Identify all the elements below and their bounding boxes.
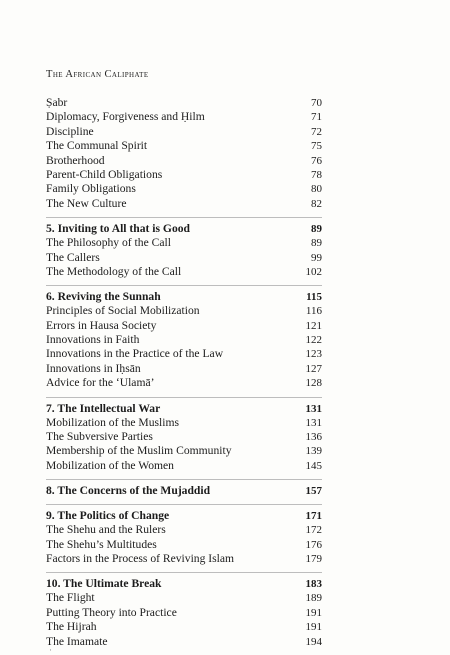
toc-chapter-page: 171 — [305, 510, 322, 523]
toc-entry — [46, 620, 322, 634]
section-divider — [46, 285, 322, 286]
section-divider — [46, 217, 322, 218]
toc-entry-title: The Flight — [46, 591, 95, 605]
toc-chapter — [46, 289, 322, 304]
toc-chapter-title: 8. The Concerns of the Mujaddid — [46, 484, 211, 498]
toc-entry-title: The Shehu’s Multitudes — [46, 537, 157, 551]
toc-entry-page: 75 — [311, 140, 322, 153]
toc-chapter-title: 7. The Intellectual War — [46, 401, 161, 415]
section-divider — [46, 397, 322, 398]
toc-entry-page: 78 — [311, 168, 322, 181]
toc-entry — [46, 251, 322, 265]
toc-entry-page: 191 — [305, 606, 322, 619]
toc-chapter — [46, 221, 322, 236]
toc-entry — [46, 96, 322, 110]
toc-entry — [46, 538, 322, 552]
toc-chapter-title: 5. Inviting to All that is Good — [46, 222, 190, 236]
toc-entry-page: 145 — [305, 459, 322, 472]
toc-chapter — [46, 576, 322, 591]
toc-entry — [46, 430, 322, 444]
toc-entry — [46, 552, 322, 566]
toc-entry — [46, 416, 322, 430]
toc-entry-title: The Hijrah — [46, 620, 97, 634]
toc-entry — [46, 319, 322, 333]
toc-entry — [46, 376, 322, 390]
toc-entry-title: Innovations in Faith — [46, 333, 140, 347]
toc-entry — [46, 459, 322, 473]
toc-entry — [46, 362, 322, 376]
toc-entry-page: 123 — [305, 348, 322, 361]
toc-entry-page: 72 — [311, 125, 322, 138]
toc-entry-title: The Communal Spirit — [46, 139, 148, 153]
toc-chapter-title: 6. Reviving the Sunnah — [46, 290, 161, 304]
toc-chapter — [46, 508, 322, 523]
toc-chapter — [46, 401, 322, 416]
toc-entry-title: Membership of the Muslim Community — [46, 444, 232, 458]
toc-chapter — [46, 483, 322, 498]
toc-entry-page: 122 — [305, 334, 322, 347]
toc-chapter-title: 10. The Ultimate Break — [46, 577, 162, 591]
toc-entry-page: 128 — [305, 377, 322, 390]
toc-chapter-page: 131 — [305, 402, 322, 415]
toc-entry-page: 116 — [305, 305, 322, 318]
toc-entry-title: Innovations in Iḥsān — [46, 361, 141, 375]
section-divider — [46, 479, 322, 480]
toc-entry-title: Mobilization of the Muslims — [46, 415, 179, 429]
toc-entry — [46, 168, 322, 182]
toc-entry-title: Discipline — [46, 124, 94, 138]
toc-entry-page: 194 — [305, 635, 322, 648]
toc-entry-title: The Shehu and the Rulers — [46, 523, 166, 537]
toc-entry-page: 191 — [305, 621, 322, 634]
toc-entry — [46, 523, 322, 537]
toc-entry-title: Family Obligations — [46, 182, 136, 196]
toc-entry — [46, 125, 322, 139]
toc-entry-title: The Philosophy of the Call — [46, 236, 171, 250]
toc-entry — [46, 265, 322, 279]
toc-entry-title: Ṣabr — [46, 96, 68, 109]
page-corner-mark: · — [49, 645, 52, 655]
toc-entry — [46, 197, 322, 211]
toc-entry-page: 71 — [311, 111, 322, 124]
toc-entry-title: The Subversive Parties — [46, 430, 153, 444]
toc-entry-page: 82 — [311, 197, 322, 210]
toc-entry-title: Principles of Social Mobilization — [46, 304, 200, 318]
toc-entry-page: 127 — [305, 362, 322, 375]
toc-entry-page: 102 — [305, 265, 322, 278]
toc-entry-title: Innovations in the Practice of the Law — [46, 347, 224, 361]
toc-entry-page: 136 — [305, 431, 322, 444]
section-divider — [46, 572, 322, 573]
toc-entry-title: Parent-Child Obligations — [46, 167, 163, 181]
toc-entry-title: Errors in Hausa Society — [46, 318, 157, 332]
table-of-contents — [46, 96, 322, 649]
toc-entry-title: The Callers — [46, 250, 100, 264]
toc-entry — [46, 333, 322, 347]
toc-chapter-page: 157 — [305, 485, 322, 498]
toc-entry-page: 176 — [305, 538, 322, 551]
toc-entry-title: Factors in the Process of Reviving Islam — [46, 551, 235, 565]
toc-entry-title: Mobilization of the Women — [46, 458, 174, 472]
toc-entry-page: 89 — [311, 237, 322, 250]
toc-entry-page: 131 — [305, 416, 322, 429]
toc-chapter-page: 89 — [311, 223, 322, 236]
section-divider — [46, 504, 322, 505]
running-head: The African Caliphate — [46, 69, 149, 80]
toc-entry — [46, 591, 322, 605]
toc-chapter-page: 183 — [305, 578, 322, 591]
toc-entry-page: 70 — [311, 97, 322, 109]
toc-entry — [46, 347, 322, 361]
toc-entry — [46, 154, 322, 168]
toc-entry — [46, 606, 322, 620]
toc-chapter-title: 9. The Politics of Change — [46, 509, 170, 523]
toc-entry-title: The New Culture — [46, 196, 127, 210]
toc-entry-title: The Methodology of the Call — [46, 264, 182, 278]
toc-entry-page: 189 — [305, 592, 322, 605]
toc-entry-title: Advice for the ‘Ulamā’ — [46, 376, 155, 390]
toc-entry-title: The Imamate — [46, 634, 108, 648]
toc-entry-title: Putting Theory into Practice — [46, 605, 177, 619]
toc-entry — [46, 304, 322, 318]
toc-entry-page: 76 — [311, 154, 322, 167]
toc-entry-page: 80 — [311, 183, 322, 196]
toc-entry-title: Diplomacy, Forgiveness and Ḥilm — [46, 110, 205, 124]
toc-entry-title: Brotherhood — [46, 153, 105, 167]
toc-entry — [46, 236, 322, 250]
toc-chapter-page: 115 — [306, 291, 322, 304]
toc-entry-page: 179 — [305, 552, 322, 565]
toc-entry — [46, 444, 322, 458]
toc-entry — [46, 182, 322, 196]
toc-entry-page: 172 — [305, 524, 322, 537]
toc-entry — [46, 110, 322, 124]
toc-entry-page: 99 — [311, 251, 322, 264]
toc-entry — [46, 139, 322, 153]
toc-entry-page: 121 — [305, 319, 322, 332]
toc-entry — [46, 635, 322, 649]
toc-entry-page: 139 — [305, 445, 322, 458]
